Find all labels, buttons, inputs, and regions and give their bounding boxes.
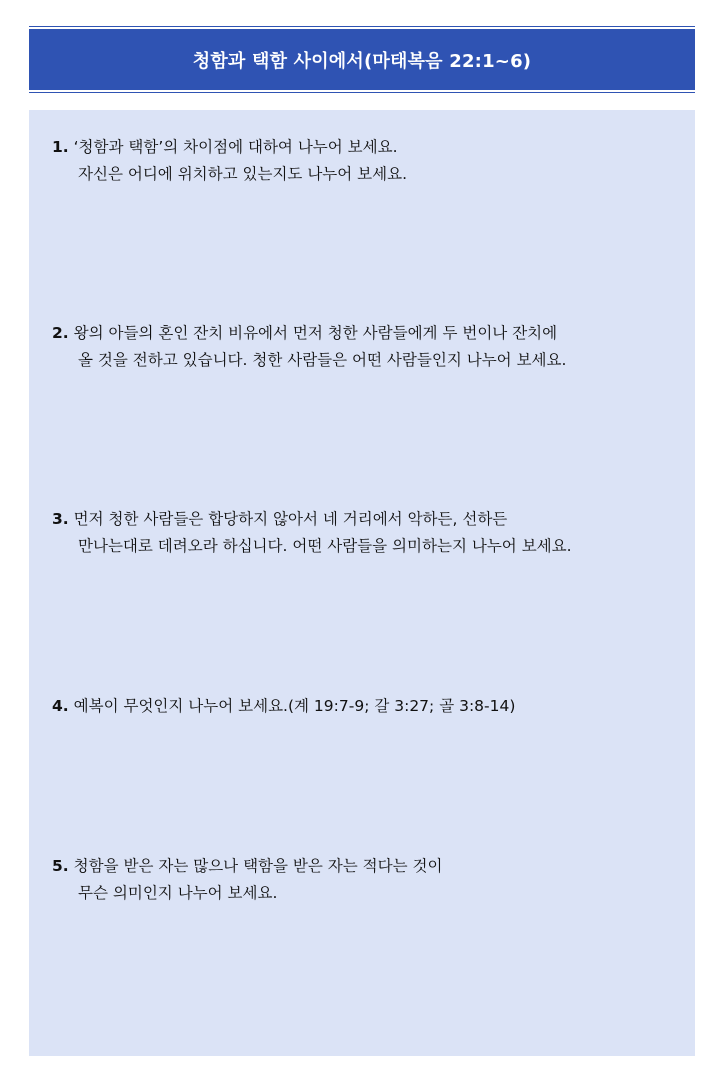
- question-3: [52, 506, 682, 560]
- question-1-line-2: 자신은 어디에 위치하고 있는지도 나누어 보세요.: [78, 165, 408, 183]
- title-bar: [29, 29, 695, 90]
- question-1-line-1: [52, 134, 682, 161]
- question-1-text-1: ‘청함과 택함’의 차이점에 대하여 나누어 보세요.: [73, 138, 398, 156]
- question-1-number: 1.: [52, 138, 69, 156]
- question-4-text-1: 예복이 무엇인지 나누어 보세요.(계 19:7-9; 갈 3:27; 골 3:8-14): [73, 697, 516, 715]
- question-2-line-1: [52, 320, 682, 347]
- question-3-text-1: 먼저 청한 사람들은 합당하지 않아서 네 거리에서 악하든, 선하든: [73, 510, 508, 528]
- content-panel: [29, 110, 695, 1056]
- question-3-number: 3.: [52, 510, 69, 528]
- question-5-number: 5.: [52, 857, 69, 875]
- question-2-text-1: 왕의 아들의 혼인 잔치 비유에서 먼저 청한 사람들에게 두 번이나 잔치에: [73, 324, 558, 342]
- question-5: [52, 853, 682, 907]
- question-4-line-1: [52, 693, 682, 720]
- question-3-line-2: 만나는대로 데려오라 하십니다. 어떤 사람들을 의미하는지 나누어 보세요.: [78, 537, 572, 555]
- question-5-line-2: 무슨 의미인지 나누어 보세요.: [78, 884, 278, 902]
- page-title: 청함과 택함 사이에서(마태복음 22:1~6): [192, 50, 532, 72]
- question-4-number: 4.: [52, 697, 69, 715]
- question-2-line-2: 올 것을 전하고 있습니다. 청한 사람들은 어떤 사람들인지 나누어 보세요.: [78, 351, 567, 369]
- question-2: [52, 320, 682, 374]
- question-4: [52, 693, 682, 720]
- question-2-number: 2.: [52, 324, 69, 342]
- title-rule-top: [29, 26, 695, 27]
- question-3-line-1: [52, 506, 682, 533]
- question-5-text-1: 청함을 받은 자는 많으나 택함을 받은 자는 적다는 것이: [73, 857, 443, 875]
- question-1: [52, 134, 682, 188]
- question-5-line-1: [52, 853, 682, 880]
- title-rule-bottom: [29, 92, 695, 93]
